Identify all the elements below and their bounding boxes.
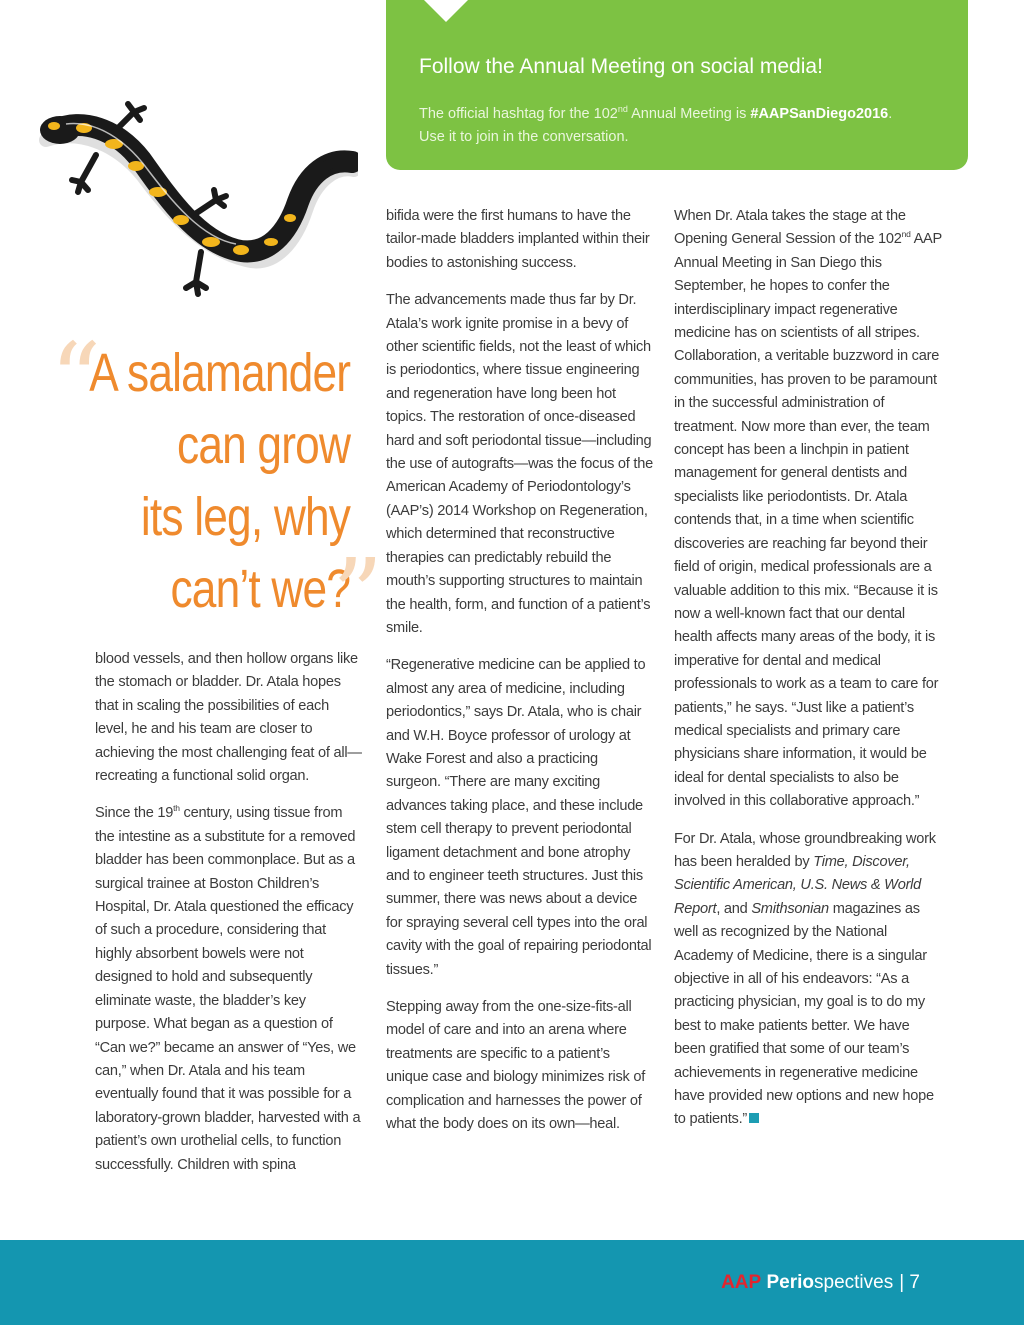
paragraph [674,828,942,1132]
paragraph: Stepping away from the one-size-fits-all model of care and into an arena where treatments are specific to a patient’s unique case and biology minimizes risk of complication and harnesses the power of what the body does on its own—heal. [386,999,646,1133]
footer-aap: AAP [721,1272,762,1293]
paragraph: bifida were the first humans to have the tailor-made bladders implanted within their bodies to astonishing success. [386,208,650,271]
callout-notch [424,0,468,22]
footer-spectives: spectives [814,1272,894,1293]
superscript: nd [901,229,911,240]
callout-text-part: Annual Meeting is [627,105,751,122]
callout-text-part: . [888,105,893,122]
article-column-3 [674,205,942,1146]
paragraph [95,802,363,1177]
callout-text-part: Use it to join in the conversation. [419,128,629,145]
footer-perio: Perio [766,1272,815,1293]
callout-title: Follow the Annual Meeting on social media! [419,55,823,78]
pull-quote-line: can grow [176,415,350,475]
footer-branding [721,1272,920,1294]
pull-quote [50,321,384,654]
pull-quote-line: A salamander [89,343,350,403]
paragraph: The advancements made thus far by Dr. Atala’s work ignite promise in a bevy of other scientific fields, not the least of which is periodontics, where tissue engineering and regeneration have long been hot topics. The restoration of once-diseased hard and soft periodontal tissue—including the use of autografts—was the focus of the American Academy of Periodontology’s (AAP’s) 2014 Workshop on Regeneration, which determined that reconstructive therapies can predictably rebuild the mouth’s supporting structures to maintain the health, form, and function of a patient’s smile. [386,292,653,636]
pull-quote-line: its leg, why [140,487,350,547]
callout-superscript: nd [617,104,628,114]
page-footer [0,1240,1024,1325]
paragraph: blood vessels, and then hollow organs like the stomach or bladder. Dr. Atala hopes that in scaling the possibilities of each level, he and his team are closer to achieving the most challenging feat of all—recreating a functional solid organ. [95,651,362,785]
social-media-callout [386,0,968,170]
hashtag: #AAPSanDiego2016 [750,105,889,122]
pull-quote-line: can’t we? [170,559,350,619]
callout-text-part: The official hashtag for the 102 [419,105,618,122]
text-run: When Dr. Atala takes the stage at the Opening General Session of the 102 [674,208,906,248]
text-run: Since the 19 [95,805,174,822]
italic-text: Smithsonian [751,900,829,917]
superscript: th [173,803,180,814]
text-run: century, using tissue from the intestine as a substitute for a removed bladder has been commonplace. But as a surgical trainee at Boston Children’s Hospital, Dr. Atala questioned the efficacy of such a procedure, considering that highly absorbent bowels were not designed to hold and subsequently eliminate waste, the bladder’s key purpose. What began as a question of “Can we?” became an answer of “Yes, we can,” when Dr. Atala and his team eventually found that it was possible for a laboratory-grown bladder, harvested with a patient’s own urothelial cells, to function successfully. Children with spina [95,805,361,1173]
salamander-illustration [36,100,358,310]
page-number: | 7 [899,1272,920,1293]
close-quote-mark: ” [332,537,384,654]
paragraph: “Regenerative medicine can be applied to almost any area of medicine, including periodontics,” says Dr. Atala, who is chair and W.H. Boyce professor of urology at Wake Forest and also a practicing surgeon. “There are many exciting advances taking place, and these include stem cell therapy to prevent periodontal ligament detachment and bone atrophy and to engineer teeth structures. Just this summer, there was news about a device for spraying several cell types into the oral cavity with the goal of repairing periodontal tissues.” [386,657,652,978]
article-column-2 [386,205,654,1150]
italic-text: Time, Discover, Scientific American, U.S. News & World Report [674,853,922,917]
article-column-1 [95,648,363,1191]
text-run: For Dr. Atala, whose groundbreaking work has been heralded by [674,830,936,870]
end-mark-icon [749,1113,759,1123]
callout-text [419,98,954,149]
paragraph [674,205,942,814]
text-run: , and [716,900,752,917]
open-quote-mark: “ [50,321,102,438]
text-run: AAP Annual Meeting in San Diego this September, he hopes to confer the interdisciplinary impact regenerative medicine has on scientists of all stripes. Collaboration, a veritable buzzword in care communities, has proven to be paramount in the successful administration of treatment. Now more than ever, the team concept has been a linchpin in patient management for general dentists and specialists like periodontists. Dr. Atala contends that, in a time when scientific discoveries are reaching far beyond their field of origin, medical professionals are a valuable addition to this mix. “Because it is now a well-known fact that our dental health affects many areas of the body, it is imperative for dental and medical professionals to work as a team to care for patients,” he says. “Just like a patient’s medical specialists and primary care physicians share information, it would be ideal for dental specialists to also be involved in this collaborative approach.” [674,231,942,810]
text-run: magazines as well as recognized by the National Academy of Medicine, there is a singular objective in all of his endeavors: “As a practicing physician, my goal is to do my best to make patients better. We have been gratified that some of our team’s achievements in regenerative medicine have provided new options and new hope to patients.” [674,900,934,1128]
